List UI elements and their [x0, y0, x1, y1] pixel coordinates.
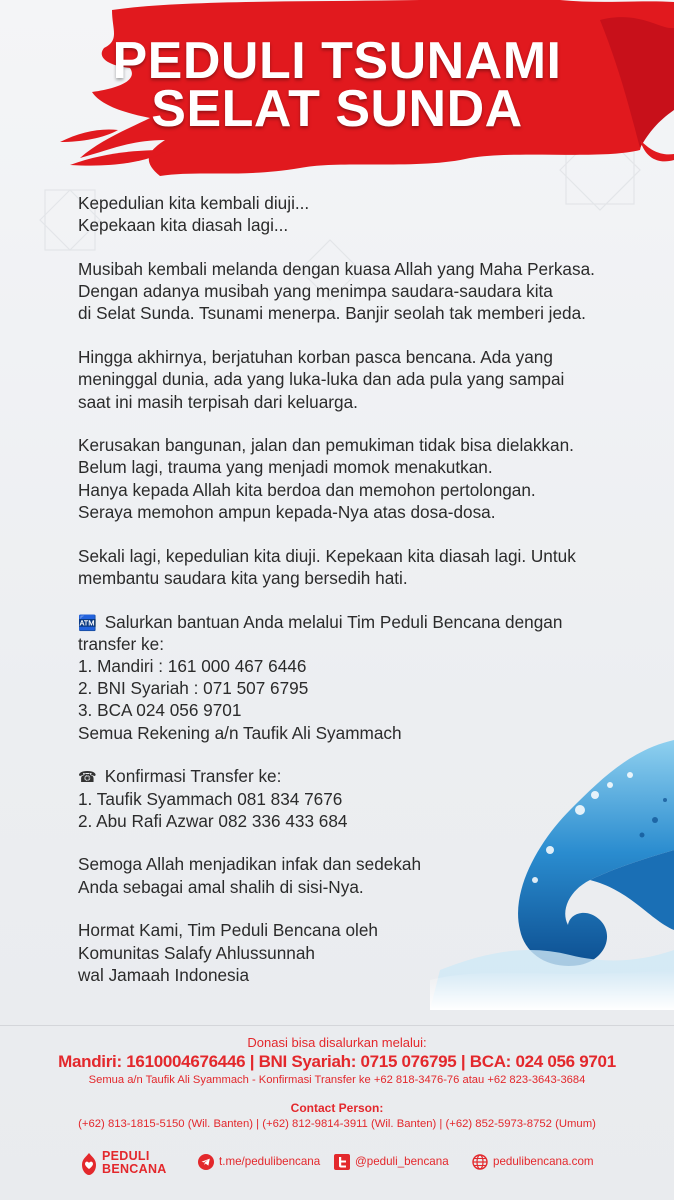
- twitter-link[interactable]: @peduli_bencana: [334, 1154, 449, 1170]
- text-line: Anda sebagai amal shalih di sisi-Nya.: [78, 876, 364, 897]
- contact-line: 1. Taufik Syammach 081 834 7676: [78, 788, 343, 809]
- text-line: Belum lagi, trauma yang menjadi momok menakutkan.: [78, 457, 493, 478]
- telegram-link[interactable]: t.me/pedulibencana: [198, 1154, 320, 1170]
- transfer-intro: 🏧 Salurkan bantuan Anda melalui Tim Peduli Bencana dengan: [78, 611, 618, 633]
- donation-accounts: Mandiri: 1610004676446 | BNI Syariah: 0715 076795 | BCA: 024 056 9701: [58, 1052, 616, 1071]
- text-line: Kerusakan bangunan, jalan dan pemukiman tidak bisa dielakkan.: [78, 435, 574, 456]
- telegram-icon: [198, 1154, 214, 1170]
- text-line: Komunitas Salafy Ahlussunnah: [78, 942, 315, 963]
- contact-numbers: (+62) 813-1815-5150 (Wil. Banten) | (+62) 812-9814-3911 (Wil. Banten) | (+62) 852-5973-8752 (Umum): [78, 1118, 596, 1130]
- text-line: Sekali lagi, kepedulian kita diuji. Kepekaan kita diasah lagi. Untuk: [78, 545, 576, 566]
- page-title-line2: SELAT SUNDA: [151, 80, 523, 138]
- account-line: 1. Mandiri : 161 000 467 6446: [78, 655, 307, 676]
- logo-line2: BENCANA: [102, 1162, 167, 1176]
- phone-icon: ☎: [78, 768, 97, 787]
- footer-links: [0, 1149, 674, 1179]
- page-title-line1: PEDULI TSUNAMI: [112, 32, 562, 90]
- twitter-icon: [334, 1154, 350, 1170]
- text-line: Kepekaan kita diasah lagi...: [78, 215, 289, 236]
- logo-line1: PEDULI: [102, 1149, 150, 1163]
- contact-line: 2. Abu Rafi Azwar 082 336 433 684: [78, 810, 348, 831]
- footer: [0, 1025, 674, 1200]
- hand-heart-icon: [80, 1151, 98, 1177]
- divider: [0, 1025, 674, 1026]
- text-line: Kepedulian kita kembali diuji...: [78, 193, 310, 213]
- text-line: di Selat Sunda. Tsunami menerpa. Banjir seolah tak memberi jeda.: [78, 303, 586, 324]
- account-line: 2. BNI Syariah : 071 507 6795: [78, 678, 309, 699]
- text-line: meninggal dunia, ada yang luka-luka dan ada pula yang sampai: [78, 369, 565, 390]
- text-line: Semoga Allah menjadikan infak dan sedekah: [78, 854, 422, 875]
- text-line: saat ini masih terpisah dari keluarga.: [78, 391, 358, 412]
- text-line: Hanya kepada Allah kita berdoa dan memohon pertolongan.: [78, 479, 536, 500]
- donation-label: Donasi bisa disalurkan melalui:: [247, 1035, 427, 1050]
- donation-holder: Semua a/n Taufik Ali Syammach - Konfirmasi Transfer ke +62 818-3476-76 atau +62 823-3643-3684: [88, 1074, 586, 1086]
- text-line: Hingga akhirnya, berjatuhan korban pasca bencana. Ada yang: [78, 347, 553, 368]
- text-line: membantu saudara kita yang bersedih hati.: [78, 567, 408, 588]
- confirm-title: ☎ Konfirmasi Transfer ke:: [78, 765, 618, 787]
- text-line: Musibah kembali melanda dengan kuasa Allah yang Maha Perkasa.: [78, 258, 595, 279]
- atm-icon: 🏧: [78, 613, 97, 632]
- website-link[interactable]: pedulibencana.com: [472, 1154, 594, 1170]
- text-line: Seraya memohon ampun kepada-Nya atas dosa-dosa.: [78, 501, 496, 522]
- account-line: 3. BCA 024 056 9701: [78, 700, 242, 721]
- peduli-bencana-logo: [80, 1149, 190, 1179]
- body-text: [78, 192, 618, 986]
- text-line: Hormat Kami, Tim Peduli Bencana oleh: [78, 920, 378, 941]
- globe-icon: [472, 1154, 488, 1170]
- text-line: Dengan adanya musibah yang menimpa saudara-saudara kita: [78, 281, 553, 302]
- text-line: wal Jamaah Indonesia: [78, 964, 250, 985]
- contact-label: Contact Person:: [290, 1101, 384, 1115]
- text-line: transfer ke:: [78, 633, 164, 654]
- account-holder: Semua Rekening a/n Taufik Ali Syammach: [78, 722, 402, 743]
